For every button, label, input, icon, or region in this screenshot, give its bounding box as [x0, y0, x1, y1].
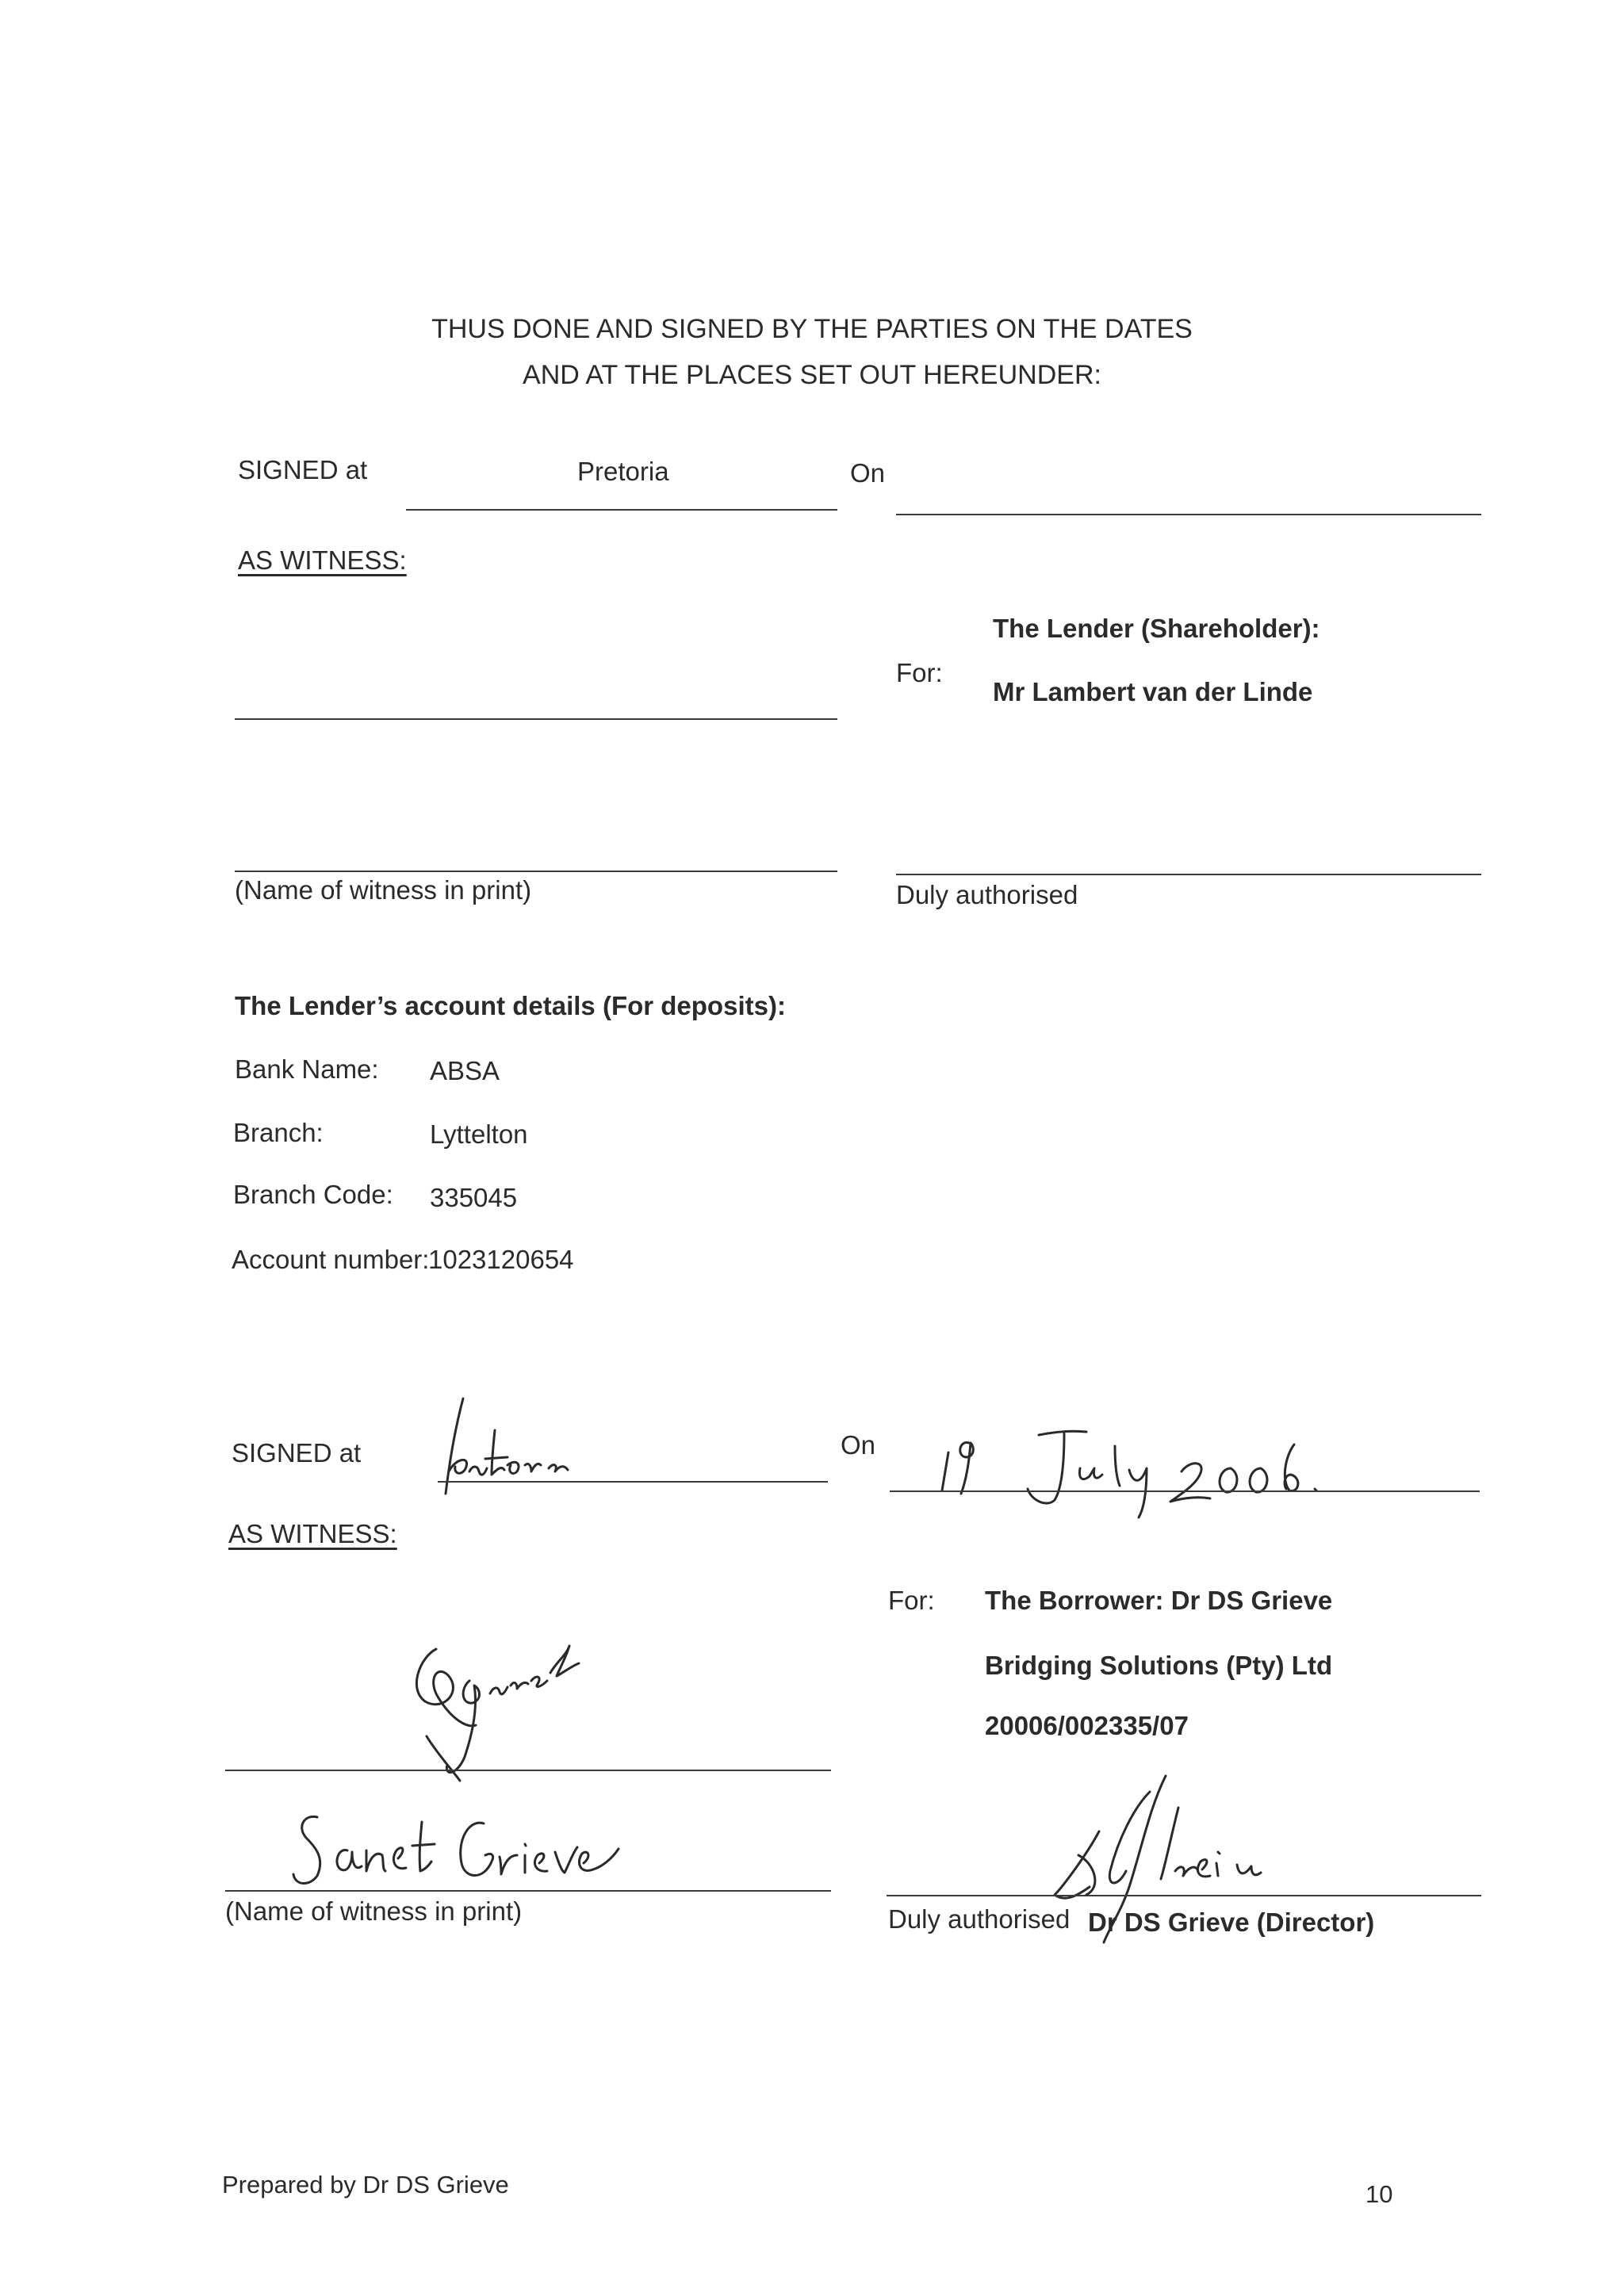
account-value-bank-name: ABSA	[430, 1056, 500, 1085]
borrower-for-label: For:	[888, 1586, 935, 1615]
witness-handwritten-name	[289, 1800, 638, 1903]
lender-signed-at-label: SIGNED at	[238, 455, 368, 484]
borrower-party-line-3: 20006/002335/07	[985, 1711, 1189, 1740]
lender-party-name: Mr Lambert van der Linde	[993, 677, 1313, 706]
lender-for-label: For:	[896, 658, 943, 687]
lender-witness-name-line	[235, 871, 837, 872]
borrower-witness-name-line	[225, 1890, 831, 1892]
account-label-branch: Branch:	[233, 1118, 324, 1147]
handwritten-date-signature	[936, 1411, 1348, 1522]
lender-duly-authorised: Duly authorised	[896, 880, 1078, 909]
borrower-on-label: On	[841, 1430, 876, 1460]
borrower-as-witness: AS WITNESS:	[228, 1519, 397, 1548]
heading-line-2: AND AT THE PLACES SET OUT HEREUNDER:	[523, 360, 1101, 390]
account-value-branch: Lyttelton	[430, 1119, 528, 1149]
lender-place-line	[406, 509, 837, 511]
account-label-branch-code: Branch Code:	[233, 1180, 393, 1209]
account-label-bank-name: Bank Name:	[235, 1054, 379, 1084]
lender-date-line	[896, 514, 1481, 515]
borrower-duly-authorised: Duly authorised	[888, 1904, 1071, 1934]
borrower-witness-name-label: (Name of witness in print)	[225, 1896, 523, 1926]
borrower-date-line	[890, 1490, 1480, 1492]
account-label-account-number: Account number:	[232, 1245, 430, 1274]
borrower-authorised-line	[887, 1895, 1481, 1896]
lender-witness-name-label: (Name of witness in print)	[235, 875, 532, 905]
borrower-witness-sign-line	[225, 1770, 831, 1771]
lender-on-label: On	[850, 458, 886, 488]
lender-as-witness: AS WITNESS:	[238, 545, 407, 575]
witness-signature	[381, 1617, 619, 1823]
borrower-party-line-1: The Borrower: Dr DS Grieve	[985, 1586, 1333, 1615]
account-details-heading: The Lender’s account details (For deposits):	[235, 991, 786, 1020]
footer-prepared-by: Prepared by Dr DS Grieve	[222, 2171, 509, 2198]
borrower-party-line-2: Bridging Solutions (Pty) Ltd	[985, 1651, 1333, 1680]
account-value-account-number: 1023120654	[428, 1245, 574, 1274]
borrower-director-name: Dr DS Grieve (Director)	[1088, 1908, 1375, 1937]
heading-line-1: THUS DONE AND SIGNED BY THE PARTIES ON THE DATES	[431, 314, 1193, 344]
lender-authorised-line	[896, 874, 1481, 875]
lender-witness-sign-line	[235, 718, 837, 720]
borrower-signed-at-label: SIGNED at	[232, 1438, 362, 1468]
account-value-branch-code: 335045	[430, 1183, 518, 1212]
borrower-place-line	[438, 1481, 828, 1483]
handwritten-place-signature	[428, 1383, 611, 1502]
footer-page-number: 10	[1365, 2180, 1393, 2208]
lender-signed-at-place: Pretoria	[577, 457, 669, 486]
lender-party-role: The Lender (Shareholder):	[993, 614, 1320, 643]
